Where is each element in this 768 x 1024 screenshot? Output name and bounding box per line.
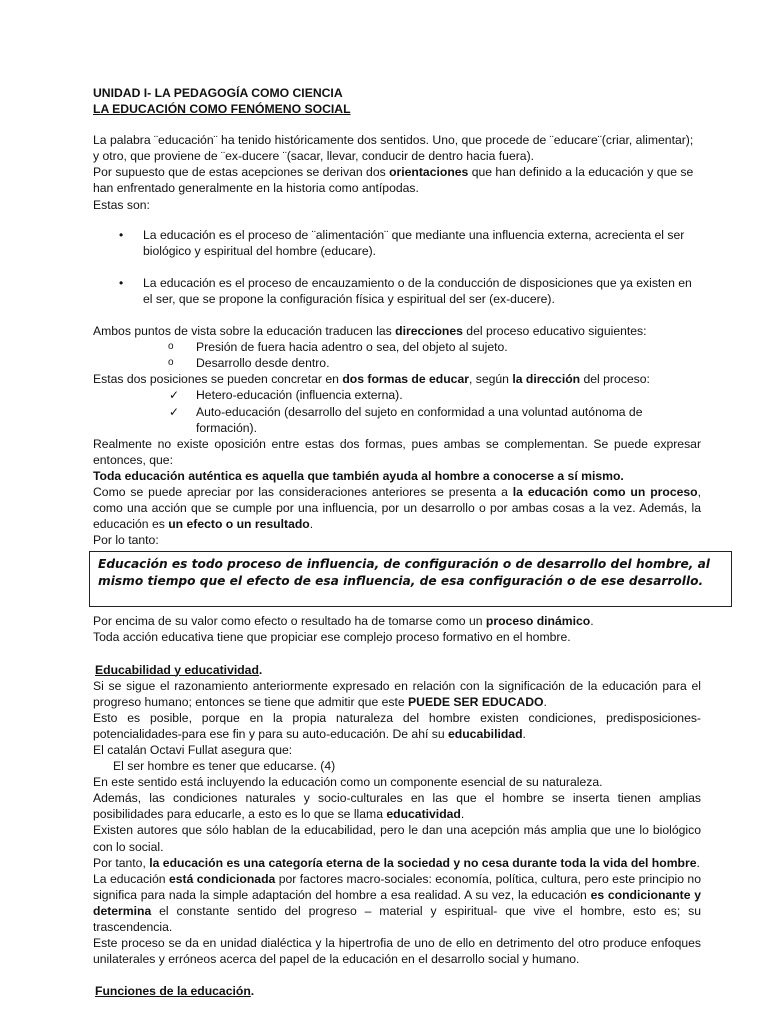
paragraph: El catalán Octavi Fullat asegura que:	[93, 743, 293, 757]
list-item: ✓ Hetero-educación (influencia externa).	[169, 388, 403, 403]
paragraph: Por lo tanto:	[93, 533, 159, 548]
sub-list	[93, 339, 701, 371]
bullet-icon: •	[119, 275, 124, 290]
quote: El ser hombre es tener que educarse. (4)	[113, 759, 336, 774]
list-item: • La educación es el proceso de ¨alimentación¨ que mediante una influencia externa, acrecienta el ser biológico y espiritual del hombre (educare).	[119, 227, 685, 258]
section-title: LA EDUCACIÓN COMO FENÓMENO SOCIAL	[93, 102, 351, 117]
paragraph: Realmente no existe oposición entre estas dos formas, pues ambas se complementan. Se puede expresar entonces, que:	[93, 436, 701, 467]
paragraph: Por tanto, la educación es una categoría eterna de la sociedad y no cesa durante toda la vida del hombre.	[93, 855, 700, 870]
bullet-list	[93, 227, 701, 307]
paragraph: Esto es posible, porque en la propia naturaleza del hombre existen condiciones, predisposiciones-potencialidades-para ese fin y para su auto-educación. De ahí su educabilidad.	[93, 710, 701, 741]
paragraph: Además, las condiciones naturales y socio-culturales en las que el hombre se inserta tienen amplias posibilidades para educarle, a esto es lo que se llama educatividad.	[93, 791, 701, 822]
paragraph: Existen autores que sólo hablan de la educabilidad, pero le dan una acepción más amplia que une lo biológico con lo social.	[93, 823, 701, 854]
paragraph: Estas son:	[93, 197, 150, 212]
paragraph: Por supuesto que de estas acepciones se derivan dos orientaciones que han definido a la educación y que se han enfrentado generalmente en la historia como antípodas.	[93, 165, 694, 196]
list-item: • La educación es el proceso de encauzamiento o de la conducción de disposiciones que ya existen en el ser, que se propone la configuración física y espiritual del ser (ex-ducere).	[119, 275, 692, 306]
paragraph: La educación está condicionada por factores macro-sociales: economía, política, cultura, pero este principio no significa para nada la simple adaptación del hombre a esa realidad. A su vez, la educación es condicionante y determina el constante sentido del progreso – material y espiritual- que vive el hombre, esto es; su trascendencia.	[93, 871, 702, 935]
checkmark-icon: ✓	[169, 404, 180, 419]
key-statement: Toda educación auténtica es aquella que también ayuda al hombre a conocerse a sí mismo.	[93, 468, 624, 483]
section-heading: Funciones de la educación.	[95, 984, 255, 999]
list-item: o Desarrollo desde dentro.	[168, 356, 330, 371]
unit-title: UNIDAD I- LA PEDAGOGÍA COMO CIENCIA	[93, 86, 343, 100]
paragraph: Por encima de su valor como efecto o resultado ha de tomarse como un proceso dinámico.	[93, 614, 594, 629]
checkmark-icon: ✓	[169, 388, 180, 403]
bullet-icon: •	[119, 227, 124, 242]
paragraph: Si se sigue el razonamiento anteriormente expresado en relación con la significación de la educación para el progreso humano; entonces se tiene que admitir que este PUEDE SER EDUCADO.	[93, 678, 701, 709]
list-item: o Presión de fuera hacia adentro o sea, del objeto al sujeto.	[168, 340, 508, 355]
paragraph: Estas dos posiciones se pueden concretar en dos formas de educar, según la dirección del proceso:	[93, 372, 650, 387]
section-heading: Educabilidad y educatividad.	[95, 662, 263, 677]
circle-bullet-icon: o	[168, 357, 174, 369]
paragraph: Ambos puntos de vista sobre la educación traducen las direcciones del proceso educativo siguientes:	[93, 324, 647, 339]
list-item: ✓ Auto-educación (desarrollo del sujeto en conformidad a una voluntad autónoma de formación).	[169, 404, 643, 435]
definition-box: Educación es todo proceso de influencia, de configuración o de desarrollo del hombre, al mismo tiempo que el efecto de esa influencia, de esa configuración o de ese desarrollo.	[89, 551, 732, 607]
document-body	[93, 85, 710, 999]
paragraph: Este proceso se da en unidad dialéctica y la hipertrofia de uno de ello en detrimento del otro produce enfoques unilaterales y erróneos acerca del papel de la educación en el desarrollo social y humano.	[93, 936, 701, 967]
check-list	[93, 387, 701, 435]
paragraph: Como se puede apreciar por las consideraciones anteriores se presenta a la educación como un proceso, como una acción que se cumple por una influencia, por un desarrollo o por ambas cosas a la vez. Además, la educación es un efecto o un resultado.	[93, 484, 702, 532]
paragraph: En este sentido está incluyendo la educación como un componente esencial de su naturaleza.	[93, 775, 603, 790]
paragraph: Toda acción educativa tiene que propiciar ese complejo proceso formativo en el hombre.	[93, 630, 571, 645]
circle-bullet-icon: o	[168, 341, 174, 353]
paragraph: La palabra ¨educación¨ ha tenido históricamente dos sentidos. Uno, que procede de ¨educare¨(criar, alimentar); y otro, que proviene de ¨ex-ducere ¨(sacar, llevar, conducir de dentro hacia fuera).	[93, 133, 694, 164]
